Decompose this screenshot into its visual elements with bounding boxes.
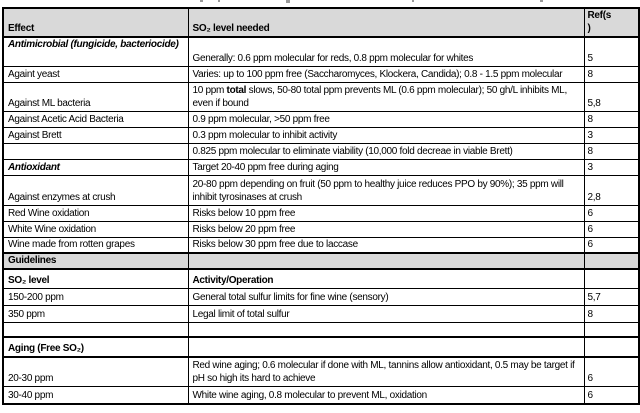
cell-ref: 6 [584, 357, 639, 386]
section-row-guidelines [3, 253, 639, 269]
table-row [3, 237, 639, 253]
cell-ref: 6 [584, 221, 639, 237]
cell-effect: Against Brett [3, 127, 188, 143]
cell-so2: Varies: up to 100 ppm free (Saccharomyces, Klockera, Candida); 0.8 - 1.5 ppm molecular [188, 66, 584, 82]
so2-text-part: 10 ppm [192, 84, 227, 96]
table-row [3, 143, 639, 159]
cell-so2: Risks below 10 ppm free [188, 205, 584, 221]
cell-effect: 30-40 ppm [3, 386, 188, 404]
table-row [3, 82, 639, 111]
table-row [3, 386, 639, 404]
table-row [3, 288, 639, 305]
clipped-text-fragment [540, 0, 543, 2]
cell-effect: Against ML bacteria [3, 82, 188, 111]
cell-so2 [188, 82, 584, 111]
cell-ref: 2,8 [584, 175, 639, 205]
cell-effect: 20-30 ppm [3, 357, 188, 386]
clipped-text-fragment [200, 0, 203, 2]
cell-so2 [188, 337, 584, 357]
so2-levels-table [2, 7, 640, 405]
clipped-text-fragment [412, 0, 414, 2]
cell-effect: 350 ppm [3, 305, 188, 322]
cell-effect: Against Acetic Acid Bacteria [3, 111, 188, 127]
cell-so2: 0.9 ppm molecular, >50 ppm free [188, 111, 584, 127]
cell-effect: Againt yeast [3, 66, 188, 82]
so2-text-part: slows, 50-80 total ppm prevents ML (0.6 ppm molecular); 50 gh/L inhibits ML, even if bound [192, 84, 567, 109]
subheader-activity: Activity/Operation [188, 269, 584, 288]
cell-ref: 8 [584, 66, 639, 82]
cell-so2: Target 20-40 ppm free during aging [188, 159, 584, 175]
cell-effect: White Wine oxidation [3, 221, 188, 237]
cell-so2 [188, 322, 584, 337]
cell-ref [584, 337, 639, 357]
cell-effect [3, 143, 188, 159]
header-refs [584, 8, 639, 37]
table-row [3, 357, 639, 386]
table-row [3, 221, 639, 237]
cell-so2 [188, 253, 584, 269]
header-refs-line2: ) [587, 23, 591, 34]
table-row [3, 127, 639, 143]
cell-effect [3, 322, 188, 337]
section-label: Guidelines [3, 253, 188, 269]
cell-so2: 0.3 ppm molecular to inhibit activity [188, 127, 584, 143]
header-refs-line1: Ref(s [587, 10, 612, 21]
subheader-so2-level: SO₂ level [3, 269, 188, 288]
cell-so2: Legal limit of total sulfur [188, 305, 584, 322]
cell-effect: 150-200 ppm [3, 288, 188, 305]
table-row [3, 37, 639, 66]
cell-ref: 6 [584, 386, 639, 404]
cell-so2: General total sulfur limits for fine wine (sensory) [188, 288, 584, 305]
table-row [3, 305, 639, 322]
table-row [3, 66, 639, 82]
cell-effect: Antioxidant [3, 159, 188, 175]
cell-ref: 6 [584, 205, 639, 221]
cell-ref: 8 [584, 111, 639, 127]
table-row [3, 205, 639, 221]
table-row [3, 159, 639, 175]
clipped-text-strip [0, 0, 640, 7]
cell-ref: 3 [584, 127, 639, 143]
cell-ref: 5 [584, 37, 639, 66]
cell-ref: 5,8 [584, 82, 639, 111]
cell-ref: 3 [584, 159, 639, 175]
cell-ref: 5,7 [584, 288, 639, 305]
cell-so2: 20-80 ppm depending on fruit (50 ppm to healthy juice reduces PPO by 90%); 35 ppm will inhibit tyrosinases at crush [188, 175, 584, 205]
section-row-aging [3, 337, 639, 357]
cell-so2: Risks below 30 ppm free due to laccase [188, 237, 584, 253]
cell-so2: Generally: 0.6 ppm molecular for reds, 0.8 ppm molecular for whites [188, 37, 584, 66]
clipped-text-fragment [218, 0, 220, 2]
cell-effect: Red Wine oxidation [3, 205, 188, 221]
header-so2-level-needed: SO₂ level needed [188, 8, 584, 37]
empty-row [3, 322, 639, 337]
cell-ref [584, 253, 639, 269]
cell-effect: Wine made from rotten grapes [3, 237, 188, 253]
cell-ref: 8 [584, 305, 639, 322]
clipped-text-fragment [286, 0, 290, 3]
cell-effect: Antimicrobial (fungicide, bacteriocide) [3, 37, 188, 66]
section-label: Aging (Free SO₂) [3, 337, 188, 357]
header-effect: Effect [3, 8, 188, 37]
cell-so2: 0.825 ppm molecular to eliminate viability (10,000 fold decreae in viable Brett) [188, 143, 584, 159]
cell-so2: White wine aging, 0.8 molecular to prevent ML, oxidation [188, 386, 584, 404]
table-header-row [3, 8, 639, 37]
cell-effect: Against enzymes at crush [3, 175, 188, 205]
table-row [3, 111, 639, 127]
cell-ref: 6 [584, 237, 639, 253]
so2-text-bold-part: total [226, 84, 247, 96]
table-row [3, 175, 639, 205]
cell-ref [584, 322, 639, 337]
sub-header-row [3, 269, 639, 288]
cell-so2: Risks below 20 ppm free [188, 221, 584, 237]
cell-ref: 8 [584, 143, 639, 159]
cell-ref [584, 269, 639, 288]
cell-so2: Red wine aging; 0.6 molecular if done with ML, tannins allow antioxidant, 0.5 may be target if pH so high its hard to achieve [188, 357, 584, 386]
